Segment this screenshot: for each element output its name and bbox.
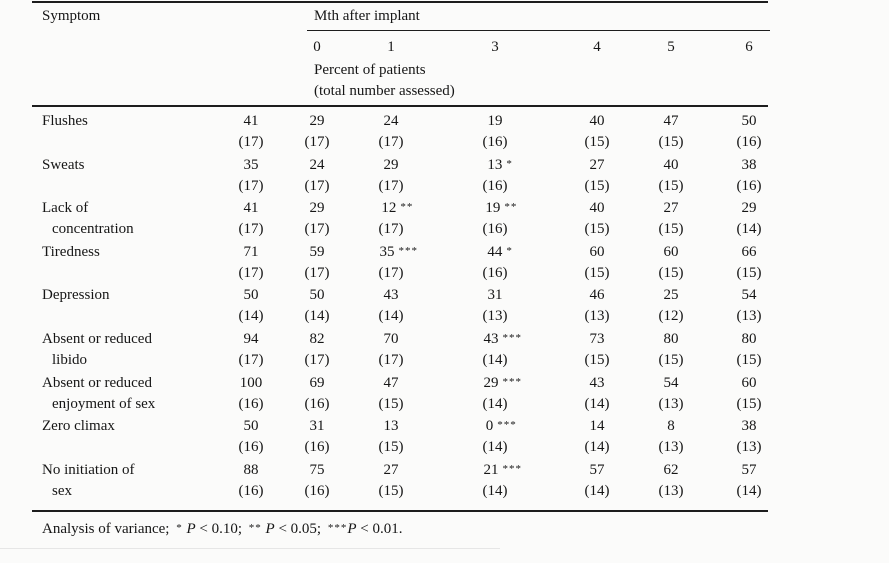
unit-line-2: (total number assessed) xyxy=(314,83,455,99)
percent-value: 40 xyxy=(589,200,605,216)
percent-cell xyxy=(244,112,259,130)
month-5-header: 5 xyxy=(667,39,675,55)
percent-value: 29 xyxy=(483,375,499,391)
percent-cell xyxy=(664,199,679,217)
percent-value: 38 xyxy=(741,157,757,173)
significance-stars: ** xyxy=(400,201,414,213)
month-rule xyxy=(307,30,770,31)
percent-cell xyxy=(310,199,325,217)
percent-value: 0 xyxy=(485,418,494,434)
percent-cell xyxy=(244,286,259,304)
percent-value: 50 xyxy=(309,287,325,303)
percent-cell xyxy=(667,417,675,435)
percent-cell xyxy=(590,156,605,174)
assessed-count: (17) xyxy=(238,265,264,281)
assessed-count: (17) xyxy=(378,178,404,194)
assessed-count: (14) xyxy=(238,308,264,324)
footnote-star-3: *** xyxy=(327,522,348,534)
assessed-count: (17) xyxy=(238,221,264,237)
percent-cell xyxy=(483,330,522,349)
assessed-count: (17) xyxy=(238,352,264,368)
percent-cell xyxy=(742,199,757,217)
percent-value: 19 xyxy=(487,113,503,129)
assessed-count: (16) xyxy=(482,178,508,194)
assessed-count: (15) xyxy=(736,396,762,412)
percent-value: 80 xyxy=(663,331,679,347)
assessed-count: (16) xyxy=(238,439,264,455)
assessed-count: (13) xyxy=(658,396,684,412)
percent-value: 24 xyxy=(383,113,399,129)
assessed-count: (12) xyxy=(658,308,684,324)
assessed-count: (14) xyxy=(736,221,762,237)
header-rule xyxy=(32,105,768,107)
assessed-count: (15) xyxy=(378,396,404,412)
percent-cell xyxy=(384,330,399,348)
footnote-p-1: P xyxy=(186,521,196,537)
month-4-header: 4 xyxy=(593,39,601,55)
assessed-count: (13) xyxy=(658,483,684,499)
percent-cell xyxy=(487,156,512,175)
percent-value: 12 xyxy=(381,200,397,216)
percent-cell xyxy=(742,112,757,130)
percent-cell xyxy=(244,156,259,174)
percent-value: 40 xyxy=(589,113,605,129)
month-6-header: 6 xyxy=(745,39,753,55)
percent-cell xyxy=(742,374,757,392)
percent-cell xyxy=(488,112,503,130)
percent-cell xyxy=(742,286,757,304)
footnote-star-2: ** xyxy=(248,522,262,534)
footnote-threshold-1: < 0.10; xyxy=(195,521,243,537)
symptom-label: Flushes xyxy=(42,113,88,129)
percent-value: 14 xyxy=(589,418,605,434)
percent-value: 8 xyxy=(667,418,675,434)
percent-value: 43 xyxy=(589,375,605,391)
assessed-count: (17) xyxy=(304,352,330,368)
assessed-count: (17) xyxy=(378,134,404,150)
percent-cell xyxy=(590,417,605,435)
symptom-label: Tiredness xyxy=(42,244,100,260)
percent-cell xyxy=(310,417,325,435)
percent-value: 57 xyxy=(589,462,605,478)
percent-cell xyxy=(244,461,259,479)
significance-stars: *** xyxy=(502,332,522,344)
assessed-count: (17) xyxy=(304,221,330,237)
significance-stars: *** xyxy=(502,376,522,388)
assessed-count: (15) xyxy=(658,178,684,194)
top-rule xyxy=(32,1,768,3)
percent-cell xyxy=(664,243,679,261)
assessed-count: (14) xyxy=(482,352,508,368)
assessed-count: (17) xyxy=(304,178,330,194)
symptom-label-continued: concentration xyxy=(52,221,134,237)
page-edge-shadow xyxy=(0,548,500,549)
symptom-header: Symptom xyxy=(42,8,101,24)
percent-cell xyxy=(664,330,679,348)
percent-value: 43 xyxy=(383,287,399,303)
assessed-count: (15) xyxy=(736,265,762,281)
footnote xyxy=(42,520,402,539)
significance-stars: * xyxy=(506,245,513,257)
assessed-count: (13) xyxy=(736,439,762,455)
assessed-count: (14) xyxy=(482,439,508,455)
percent-cell xyxy=(384,417,399,435)
percent-value: 100 xyxy=(239,375,263,391)
percent-cell xyxy=(590,243,605,261)
percent-value: 25 xyxy=(663,287,679,303)
percent-value: 24 xyxy=(309,157,325,173)
percent-cell xyxy=(590,112,605,130)
percent-cell xyxy=(590,199,605,217)
percent-value: 50 xyxy=(243,418,259,434)
assessed-count: (15) xyxy=(658,221,684,237)
percent-value: 47 xyxy=(383,375,399,391)
significance-stars: *** xyxy=(398,245,418,257)
percent-cell xyxy=(664,286,679,304)
assessed-count: (16) xyxy=(304,396,330,412)
percent-value: 60 xyxy=(589,244,605,260)
footnote-star-1: * xyxy=(176,522,183,534)
percent-value: 66 xyxy=(741,244,757,260)
percent-value: 29 xyxy=(741,200,757,216)
percent-value: 70 xyxy=(383,331,399,347)
assessed-count: (13) xyxy=(736,308,762,324)
percent-value: 62 xyxy=(663,462,679,478)
assessed-count: (16) xyxy=(238,483,264,499)
assessed-count: (16) xyxy=(482,221,508,237)
significance-stars: ** xyxy=(504,201,518,213)
percent-value: 19 xyxy=(485,200,501,216)
month-1-header: 1 xyxy=(387,39,395,55)
percent-value: 29 xyxy=(309,113,325,129)
symptom-label: Depression xyxy=(42,287,110,303)
assessed-count: (14) xyxy=(304,308,330,324)
assessed-count: (14) xyxy=(584,483,610,499)
symptom-label-continued: sex xyxy=(52,483,72,499)
percent-value: 54 xyxy=(663,375,679,391)
percent-value: 41 xyxy=(243,113,259,129)
assessed-count: (16) xyxy=(482,265,508,281)
percent-cell xyxy=(384,461,399,479)
percent-cell xyxy=(244,199,259,217)
month-3-header: 3 xyxy=(491,39,499,55)
assessed-count: (15) xyxy=(658,352,684,368)
percent-value: 29 xyxy=(309,200,325,216)
assessed-count: (15) xyxy=(584,352,610,368)
percent-value: 80 xyxy=(741,331,757,347)
assessed-count: (16) xyxy=(736,178,762,194)
symptom-label-continued: enjoyment of sex xyxy=(52,396,156,412)
percent-value: 50 xyxy=(741,113,757,129)
assessed-count: (17) xyxy=(304,134,330,150)
percent-value: 46 xyxy=(589,287,605,303)
symptom-label-continued: libido xyxy=(52,352,88,368)
bottom-rule xyxy=(32,510,768,512)
percent-cell xyxy=(240,374,263,392)
percent-cell xyxy=(488,286,503,304)
percent-cell xyxy=(485,199,517,218)
footnote-p-2: P xyxy=(265,521,275,537)
symptom-label: Absent or reduced xyxy=(42,375,152,391)
assessed-count: (15) xyxy=(378,483,404,499)
percent-cell xyxy=(381,199,413,218)
month-header: Mth after implant xyxy=(314,8,420,24)
percent-value: 21 xyxy=(483,462,499,478)
percent-value: 40 xyxy=(663,157,679,173)
percent-value: 60 xyxy=(663,244,679,260)
percent-cell xyxy=(664,156,679,174)
percent-value: 27 xyxy=(589,157,605,173)
assessed-count: (14) xyxy=(482,396,508,412)
percent-value: 27 xyxy=(663,200,679,216)
percent-cell xyxy=(310,243,325,261)
percent-cell xyxy=(384,286,399,304)
assessed-count: (17) xyxy=(378,352,404,368)
percent-value: 43 xyxy=(483,331,499,347)
assessed-count: (14) xyxy=(482,483,508,499)
percent-cell xyxy=(483,374,522,393)
percent-cell xyxy=(384,112,399,130)
percent-value: 73 xyxy=(589,331,605,347)
assessed-count: (13) xyxy=(584,308,610,324)
assessed-count: (15) xyxy=(658,134,684,150)
percent-value: 31 xyxy=(309,418,325,434)
percent-value: 71 xyxy=(243,244,259,260)
percent-cell xyxy=(742,156,757,174)
symptom-label: Sweats xyxy=(42,157,85,173)
percent-cell xyxy=(664,461,679,479)
percent-cell xyxy=(244,417,259,435)
percent-value: 13 xyxy=(487,157,503,173)
percent-value: 50 xyxy=(243,287,259,303)
percent-cell xyxy=(310,461,325,479)
significance-stars: *** xyxy=(497,419,517,431)
footnote-threshold-2: < 0.05; xyxy=(274,521,322,537)
assessed-count: (15) xyxy=(584,265,610,281)
assessed-count: (14) xyxy=(584,396,610,412)
percent-cell xyxy=(742,417,757,435)
symptom-label: No initiation of xyxy=(42,462,135,478)
assessed-count: (17) xyxy=(304,265,330,281)
footnote-p-3: P xyxy=(347,521,357,537)
assessed-count: (17) xyxy=(378,221,404,237)
percent-value: 35 xyxy=(243,157,259,173)
assessed-count: (15) xyxy=(584,134,610,150)
percent-cell xyxy=(487,243,512,262)
unit-line-1: Percent of patients xyxy=(314,62,426,78)
percent-cell xyxy=(244,330,259,348)
percent-value: 59 xyxy=(309,244,325,260)
assessed-count: (14) xyxy=(584,439,610,455)
percent-value: 13 xyxy=(383,418,399,434)
percent-cell xyxy=(590,286,605,304)
footnote-threshold-3: < 0.01. xyxy=(356,521,403,537)
percent-cell xyxy=(590,374,605,392)
percent-cell xyxy=(310,374,325,392)
percent-value: 35 xyxy=(379,244,395,260)
footnote-lead: Analysis of variance; xyxy=(42,521,170,537)
symptom-label: Absent or reduced xyxy=(42,331,152,347)
percent-cell xyxy=(486,417,517,436)
percent-value: 29 xyxy=(383,157,399,173)
percent-value: 69 xyxy=(309,375,325,391)
percent-value: 47 xyxy=(663,113,679,129)
percent-value: 38 xyxy=(741,418,757,434)
assessed-count: (16) xyxy=(482,134,508,150)
percent-value: 41 xyxy=(243,200,259,216)
significance-stars: * xyxy=(506,158,513,170)
assessed-count: (13) xyxy=(482,308,508,324)
assessed-count: (17) xyxy=(238,178,264,194)
assessed-count: (14) xyxy=(378,308,404,324)
percent-cell xyxy=(742,461,757,479)
percent-cell xyxy=(664,112,679,130)
assessed-count: (15) xyxy=(658,265,684,281)
percent-value: 60 xyxy=(741,375,757,391)
percent-value: 82 xyxy=(309,331,325,347)
percent-cell xyxy=(590,461,605,479)
percent-value: 31 xyxy=(487,287,503,303)
assessed-count: (15) xyxy=(584,178,610,194)
percent-cell xyxy=(310,156,325,174)
significance-stars: *** xyxy=(502,463,522,475)
percent-cell xyxy=(664,374,679,392)
symptom-label: Zero climax xyxy=(42,418,115,434)
percent-cell xyxy=(384,156,399,174)
percent-value: 54 xyxy=(741,287,757,303)
assessed-count: (16) xyxy=(304,439,330,455)
percent-cell xyxy=(379,243,418,262)
percent-cell xyxy=(742,330,757,348)
percent-cell xyxy=(590,330,605,348)
assessed-count: (16) xyxy=(238,396,264,412)
percent-value: 88 xyxy=(243,462,259,478)
assessed-count: (14) xyxy=(736,483,762,499)
percent-cell xyxy=(310,112,325,130)
assessed-count: (17) xyxy=(238,134,264,150)
percent-cell xyxy=(310,286,325,304)
percent-value: 75 xyxy=(309,462,325,478)
assessed-count: (15) xyxy=(584,221,610,237)
percent-cell xyxy=(384,374,399,392)
percent-value: 94 xyxy=(243,331,259,347)
assessed-count: (13) xyxy=(658,439,684,455)
percent-cell xyxy=(310,330,325,348)
assessed-count: (15) xyxy=(378,439,404,455)
percent-value: 44 xyxy=(487,244,503,260)
assessed-count: (15) xyxy=(736,352,762,368)
assessed-count: (17) xyxy=(378,265,404,281)
assessed-count: (16) xyxy=(304,483,330,499)
month-0-header: 0 xyxy=(313,39,321,55)
symptom-label: Lack of xyxy=(42,200,89,216)
percent-value: 57 xyxy=(741,462,757,478)
percent-cell xyxy=(483,461,522,480)
percent-cell xyxy=(244,243,259,261)
percent-cell xyxy=(742,243,757,261)
percent-value: 27 xyxy=(383,462,399,478)
assessed-count: (16) xyxy=(736,134,762,150)
